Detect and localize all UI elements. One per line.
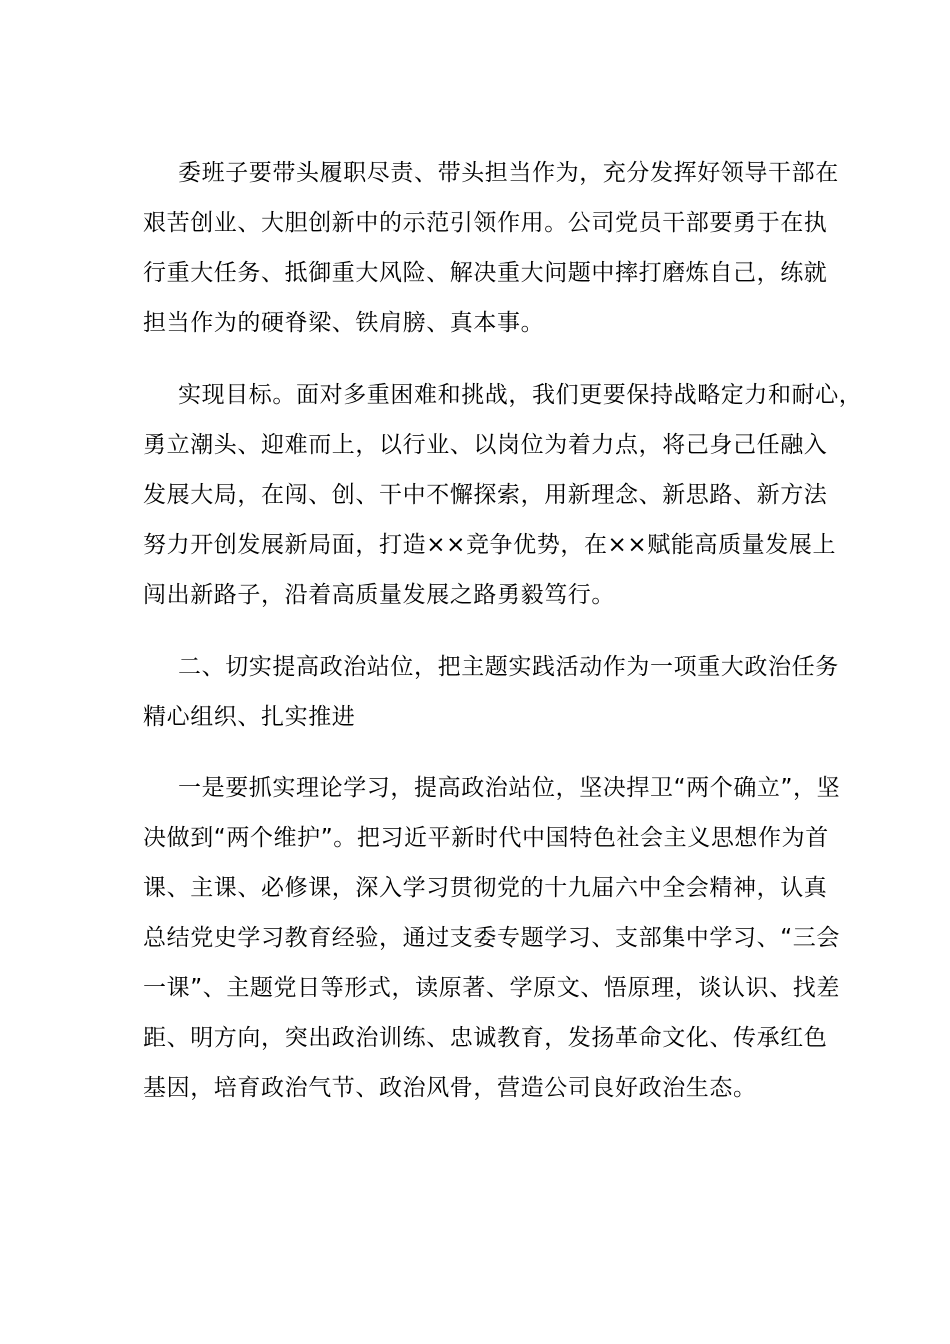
paragraph-line: 课、主课、必修课，深入学习贯彻党的十九届六中全会精神，认真: [143, 875, 828, 901]
paragraph-line: 总结党史学习教育经验，通过支委专题学习、支部集中学习、“三会: [143, 925, 840, 951]
paragraph-line: 艰苦创业、大胆创新中的示范引领作用。公司党员干部要勇于在执: [143, 210, 828, 236]
paragraph-line: 委班子要带头履职尽责、带头担当作为，充分发挥好领导干部在: [178, 160, 839, 186]
paragraph-line: 决做到“两个维护”。把习近平新时代中国特色社会主义思想作为首: [143, 825, 829, 851]
paragraph-line: 行重大任务、抵御重大风险、解决重大问题中摔打磨炼自己，练就: [143, 260, 828, 286]
paragraph-line: 发展大局，在闯、创、干中不懈探索，用新理念、新思路、新方法: [143, 482, 828, 508]
paragraph-line: 担当作为的硬脊梁、铁肩膀、真本事。: [143, 310, 545, 336]
paragraph-line: 实现目标。面对多重困难和挑战，我们更要保持战略定力和耐心，: [178, 382, 863, 408]
paragraph-line: 距、明方向，突出政治训练、忠诚教育，发扬革命文化、传承红色: [143, 1025, 828, 1051]
paragraph-line: 基因，培育政治气节、政治风骨，营造公司良好政治生态。: [143, 1075, 757, 1101]
paragraph-line: 努力开创发展新局面，打造××竞争优势，在××赋能高质量发展上: [143, 532, 837, 558]
paragraph-line: 一课”、主题党日等形式，读原著、学原文、悟原理，谈认识、找差: [143, 975, 840, 1001]
heading-line: 二、切实提高政治站位，把主题实践活动作为一项重大政治任务: [178, 654, 839, 680]
paragraph-line: 闯出新路子，沿着高质量发展之路勇毅笃行。: [143, 582, 615, 608]
paragraph-line: 勇立潮头、迎难而上，以行业、以岗位为着力点，将己身己任融入: [143, 432, 828, 458]
heading-line: 精心组织、扎实推进: [143, 704, 356, 730]
paragraph-line: 一是要抓实理论学习，提高政治站位，坚决捍卫“两个确立”，坚: [178, 775, 841, 801]
